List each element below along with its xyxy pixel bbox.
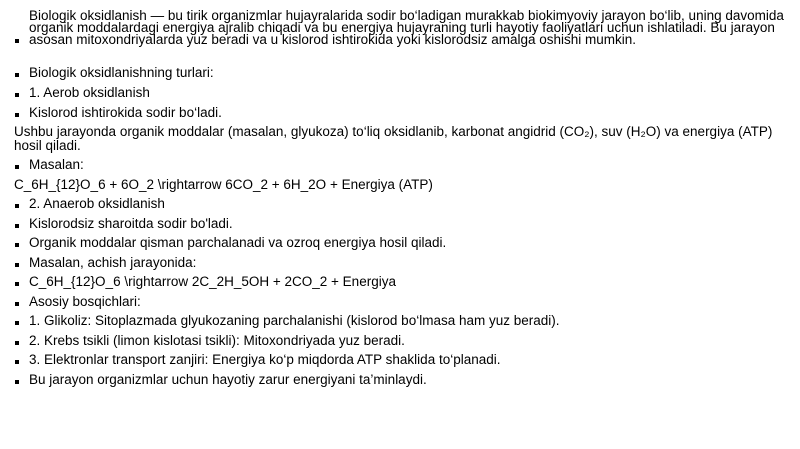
- list-item-fermentation-example: Masalan, achish jarayonida:: [14, 256, 800, 270]
- paragraph-aerobic-description: Ushbu jarayonda organik moddalar (masalan, glyukoza) to‘liq oksidlanib, karbonat angidrid (CO₂), suv (H₂O) va energiya (ATP) hosil qiladi.: [14, 124, 773, 153]
- list-item-types-heading: Biologik oksidlanishning turlari:: [14, 66, 800, 80]
- list-item-glycolysis: 1. Glikoliz: Sitoplazmada glyukozaning parchalanishi (kislorod bo‘lmasa ham yuz beradi).: [14, 314, 800, 328]
- list-item-conclusion: Bu jarayon organizmlar uchun hayotiy zarur energiyani ta’minlaydi.: [14, 373, 800, 387]
- equation-aerobic: C_6H_{12}O_6 + 6O_2 \rightarrow 6CO_2 + 6H_2O + Energiya (ATP): [14, 177, 433, 192]
- list-item-anaerobic-heading: 2. Anaerob oksidlanish: [14, 197, 800, 211]
- list-item-electron-transport: 3. Elektronlar transport zanjiri: Energiya ko‘p miqdorda ATP shaklida to‘planadi.: [14, 353, 800, 367]
- list-item-intro: Biologik oksidlanish — bu tirik organizmlar hujayralarida sodir bo‘ladigan murakkab biokimyoviy jarayon bo‘lib, uning davomida organik moddalardagi energiya ajralib chiqadi va bu energiya hujayraning turli hayotiy faoliyatlari uchun ishlatiladi. Bu jarayon asosan mitoxondriyalarda yuz beradi va u kislorod ishtirokida yoki kislorodsiz amalga oshishi mumkin.: [14, 10, 800, 46]
- list-item-aerobic-heading: 1. Aerob oksidlanish: [14, 86, 800, 100]
- list-item-example-label: Masalan:: [14, 158, 800, 172]
- list-item-aerobic-condition: Kislorod ishtirokida sodir bo‘ladi.: [14, 106, 800, 120]
- list-item-krebs-cycle: 2. Krebs tsikli (limon kislotasi tsikli): Mitoxondriyada yuz beradi.: [14, 334, 800, 348]
- list-item-anaerobic-condition: Kislorodsiz sharoitda sodir bo'ladi.: [14, 217, 800, 231]
- list-item-stages-heading: Asosiy bosqichlari:: [14, 295, 800, 309]
- list-item-anaerobic-description: Organik moddalar qisman parchalanadi va ozroq energiya hosil qiladi.: [14, 236, 800, 250]
- list-item-equation-anaerobic: C_6H_{12}O_6 \rightarrow 2C_2H_5OH + 2CO_2 + Energiya: [14, 275, 800, 289]
